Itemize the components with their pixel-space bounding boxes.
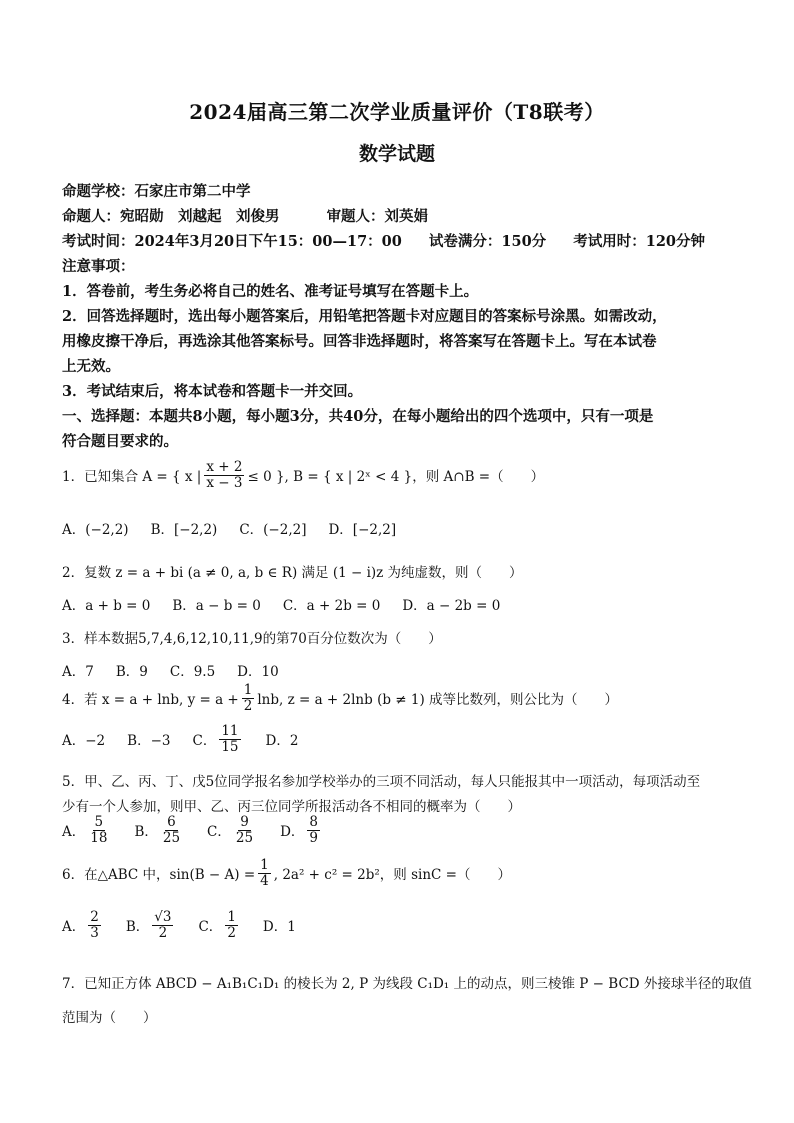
q6-option-b-den: 2 [158, 924, 168, 941]
note-3: 3．考试结束后，将本试卷和答题卡一并交回。 [62, 383, 363, 400]
q4-option-a[interactable]: A．−2 [62, 733, 106, 750]
q5-option-d-fraction [307, 815, 320, 846]
q5-option-d-num: 8 [309, 814, 318, 830]
reviewer: 审题人：刘英娟 [326, 208, 429, 225]
q2-option-d[interactable]: D．a − 2b = 0 [402, 598, 501, 614]
q6-post: , 2a² + c² = 2b²，则 sinC =（ ） [273, 867, 511, 884]
q4-den: 2 [243, 697, 253, 714]
q4-option-c-den: 15 [221, 738, 239, 755]
notes-heading: 注意事项： [62, 258, 135, 275]
q1-pre: 1．已知集合 A = { x | [62, 469, 202, 486]
q1-option-d[interactable]: D．[−2,2] [328, 522, 397, 538]
q2-option-a[interactable]: A．a + b = 0 [62, 598, 151, 614]
q2-option-b[interactable]: B．a − b = 0 [172, 598, 261, 614]
q4-post: lnb, z = a + 2lnb (b ≠ 1) 成等比数列，则公比为（ ） [257, 692, 619, 709]
q1-den: x − 3 [206, 474, 243, 491]
q3-option-b[interactable]: B．9 [115, 664, 148, 680]
note-2b: 用橡皮擦干净后，再选涂其他答案标号。回答非选择题时，将答案写在答题卡上。写在本试卷 [62, 333, 657, 350]
q3-options [62, 660, 301, 680]
question-1 [62, 460, 544, 491]
q5-option-c-label: C． [207, 824, 231, 841]
q6-option-c[interactable] [198, 910, 240, 941]
q4-options [62, 724, 320, 755]
time-line [62, 230, 705, 251]
exam-title: 2024届高三第二次学业质量评价（T8联考） [189, 100, 605, 124]
q6-option-b-num: √3 [154, 909, 172, 925]
q6-option-a-den: 3 [90, 924, 99, 941]
note-2c: 上无效。 [62, 358, 120, 375]
q4-option-c-label: C． [192, 733, 217, 750]
q5-options [62, 815, 345, 846]
q1-post: ≤ 0 }, B = { x | 2ˣ < 4 }，则 A∩B =（ ） [247, 469, 545, 486]
question-5-line1: 5．甲、乙、丙、丁、戊5位同学报名参加学校举办的三项不同活动，每人只能报其中一项活动，每项活动至 [62, 774, 701, 790]
q6-option-b-fraction [152, 910, 173, 941]
q6-option-c-fraction [225, 910, 238, 941]
note-1: 1．答卷前，考生务必将自己的姓名、准考证号填写在答题卡上。 [62, 283, 479, 300]
question-3: 3．样本数据5,7,4,6,12,10,11,9的第70百分位数次为（ ） [62, 631, 442, 647]
question-4 [62, 683, 618, 714]
q5-option-d-den: 9 [309, 829, 318, 846]
q1-option-c[interactable]: C．(−2,2] [239, 522, 307, 538]
q5-option-b[interactable] [134, 815, 185, 846]
full-score: 试卷满分：150分 [428, 233, 547, 250]
q5-option-c[interactable] [207, 815, 258, 846]
q6-option-b[interactable] [126, 910, 177, 941]
q5-option-d-label: D． [280, 824, 305, 841]
authors-line [62, 205, 428, 226]
q5-option-a-num: 5 [94, 814, 104, 830]
q1-num: x + 2 [206, 459, 243, 475]
q2-options [62, 594, 522, 614]
q6-option-a-num: 2 [90, 909, 99, 925]
question-7-line1: 7．已知正方体 ABCD − A₁B₁C₁D₁ 的棱长为 2, P 为线段 C₁D₁ 上的动点，则三棱锥 P − BCD 外接球半径的取值 [62, 976, 752, 992]
question-7-line2: 范围为（ ） [62, 1010, 157, 1026]
q4-fraction [242, 683, 255, 714]
q1-option-a[interactable]: A．(−2,2) [62, 522, 129, 538]
q6-option-c-label: C． [198, 919, 223, 936]
question-6 [62, 858, 511, 889]
exam-subtitle: 数学试题 [358, 143, 435, 165]
q6-option-a-label: A． [62, 919, 86, 936]
q6-option-c-num: 1 [227, 909, 236, 925]
q2-option-c[interactable]: C．a + 2b = 0 [282, 598, 381, 614]
question-2: 2．复数 z = a + bi (a ≠ 0, a, b ∈ R) 满足 (1 − i)z 为纯虚数，则（ ） [62, 565, 523, 581]
q3-option-a[interactable]: A．7 [62, 664, 94, 680]
q6-pre: 6．在△ABC 中，sin(B − A) = [62, 867, 256, 884]
exam-time: 考试时间：2024年3月20日下午15：00—17：00 [62, 233, 402, 250]
q3-option-d[interactable]: D．10 [237, 664, 279, 680]
q6-option-a-fraction [88, 910, 101, 941]
q6-option-c-den: 2 [227, 924, 236, 941]
authors: 命题人：宛昭勋 刘越起 刘俊男 [62, 208, 280, 225]
q5-option-c-den: 25 [235, 829, 254, 846]
q5-option-a[interactable] [62, 815, 112, 846]
section1-line2: 符合题目要求的。 [62, 433, 178, 450]
q5-option-a-den: 18 [90, 829, 108, 846]
q5-option-b-fraction [161, 815, 182, 846]
q1-options [62, 518, 418, 538]
q4-option-b[interactable]: B．−3 [127, 733, 171, 750]
q6-option-b-label: B． [125, 919, 150, 936]
q6-num: 1 [260, 857, 269, 873]
q4-option-d[interactable]: D．2 [265, 733, 299, 750]
question-5-line2: 少有一个人参加，则甲、乙、丙三位同学所报活动各不相同的概率为（ ） [62, 799, 521, 815]
q5-option-a-label: A． [62, 824, 86, 841]
q5-option-b-den: 25 [162, 829, 181, 846]
q5-option-b-label: B． [134, 824, 158, 841]
q5-option-b-num: 6 [167, 814, 176, 830]
q1-fraction [204, 460, 244, 491]
q1-option-b[interactable]: B．[−2,2) [150, 522, 218, 538]
q6-fraction [258, 858, 271, 889]
duration: 考试用时：120分钟 [573, 233, 706, 250]
q4-pre: 4．若 x = a + lnb, y = a + [62, 692, 239, 709]
q4-option-c-num: 11 [221, 723, 239, 739]
q6-den: 4 [260, 872, 269, 889]
q5-option-c-num: 9 [240, 814, 249, 830]
q6-option-a[interactable] [62, 910, 104, 941]
school-line: 命题学校：石家庄市第二中学 [62, 183, 251, 200]
q4-option-c[interactable] [192, 724, 243, 755]
q3-option-c[interactable]: C．9.5 [169, 664, 216, 680]
q5-option-c-fraction [234, 815, 255, 846]
q4-num: 1 [243, 682, 253, 698]
note-2a: 2．回答选择题时，选出每小题答案后，用铅笔把答题卡对应题目的答案标号涂黑。如需改动， [62, 308, 667, 325]
q4-option-c-fraction [219, 724, 240, 755]
q5-option-a-fraction [88, 815, 109, 846]
q6-options [62, 910, 318, 941]
q6-option-d[interactable]: D．1 [262, 919, 296, 936]
section1-line1: 一、选择题：本题共8小题，每小题3分，共40分，在每小题给出的四个选项中，只有一项是 [62, 408, 654, 425]
q5-option-d[interactable] [280, 815, 323, 846]
